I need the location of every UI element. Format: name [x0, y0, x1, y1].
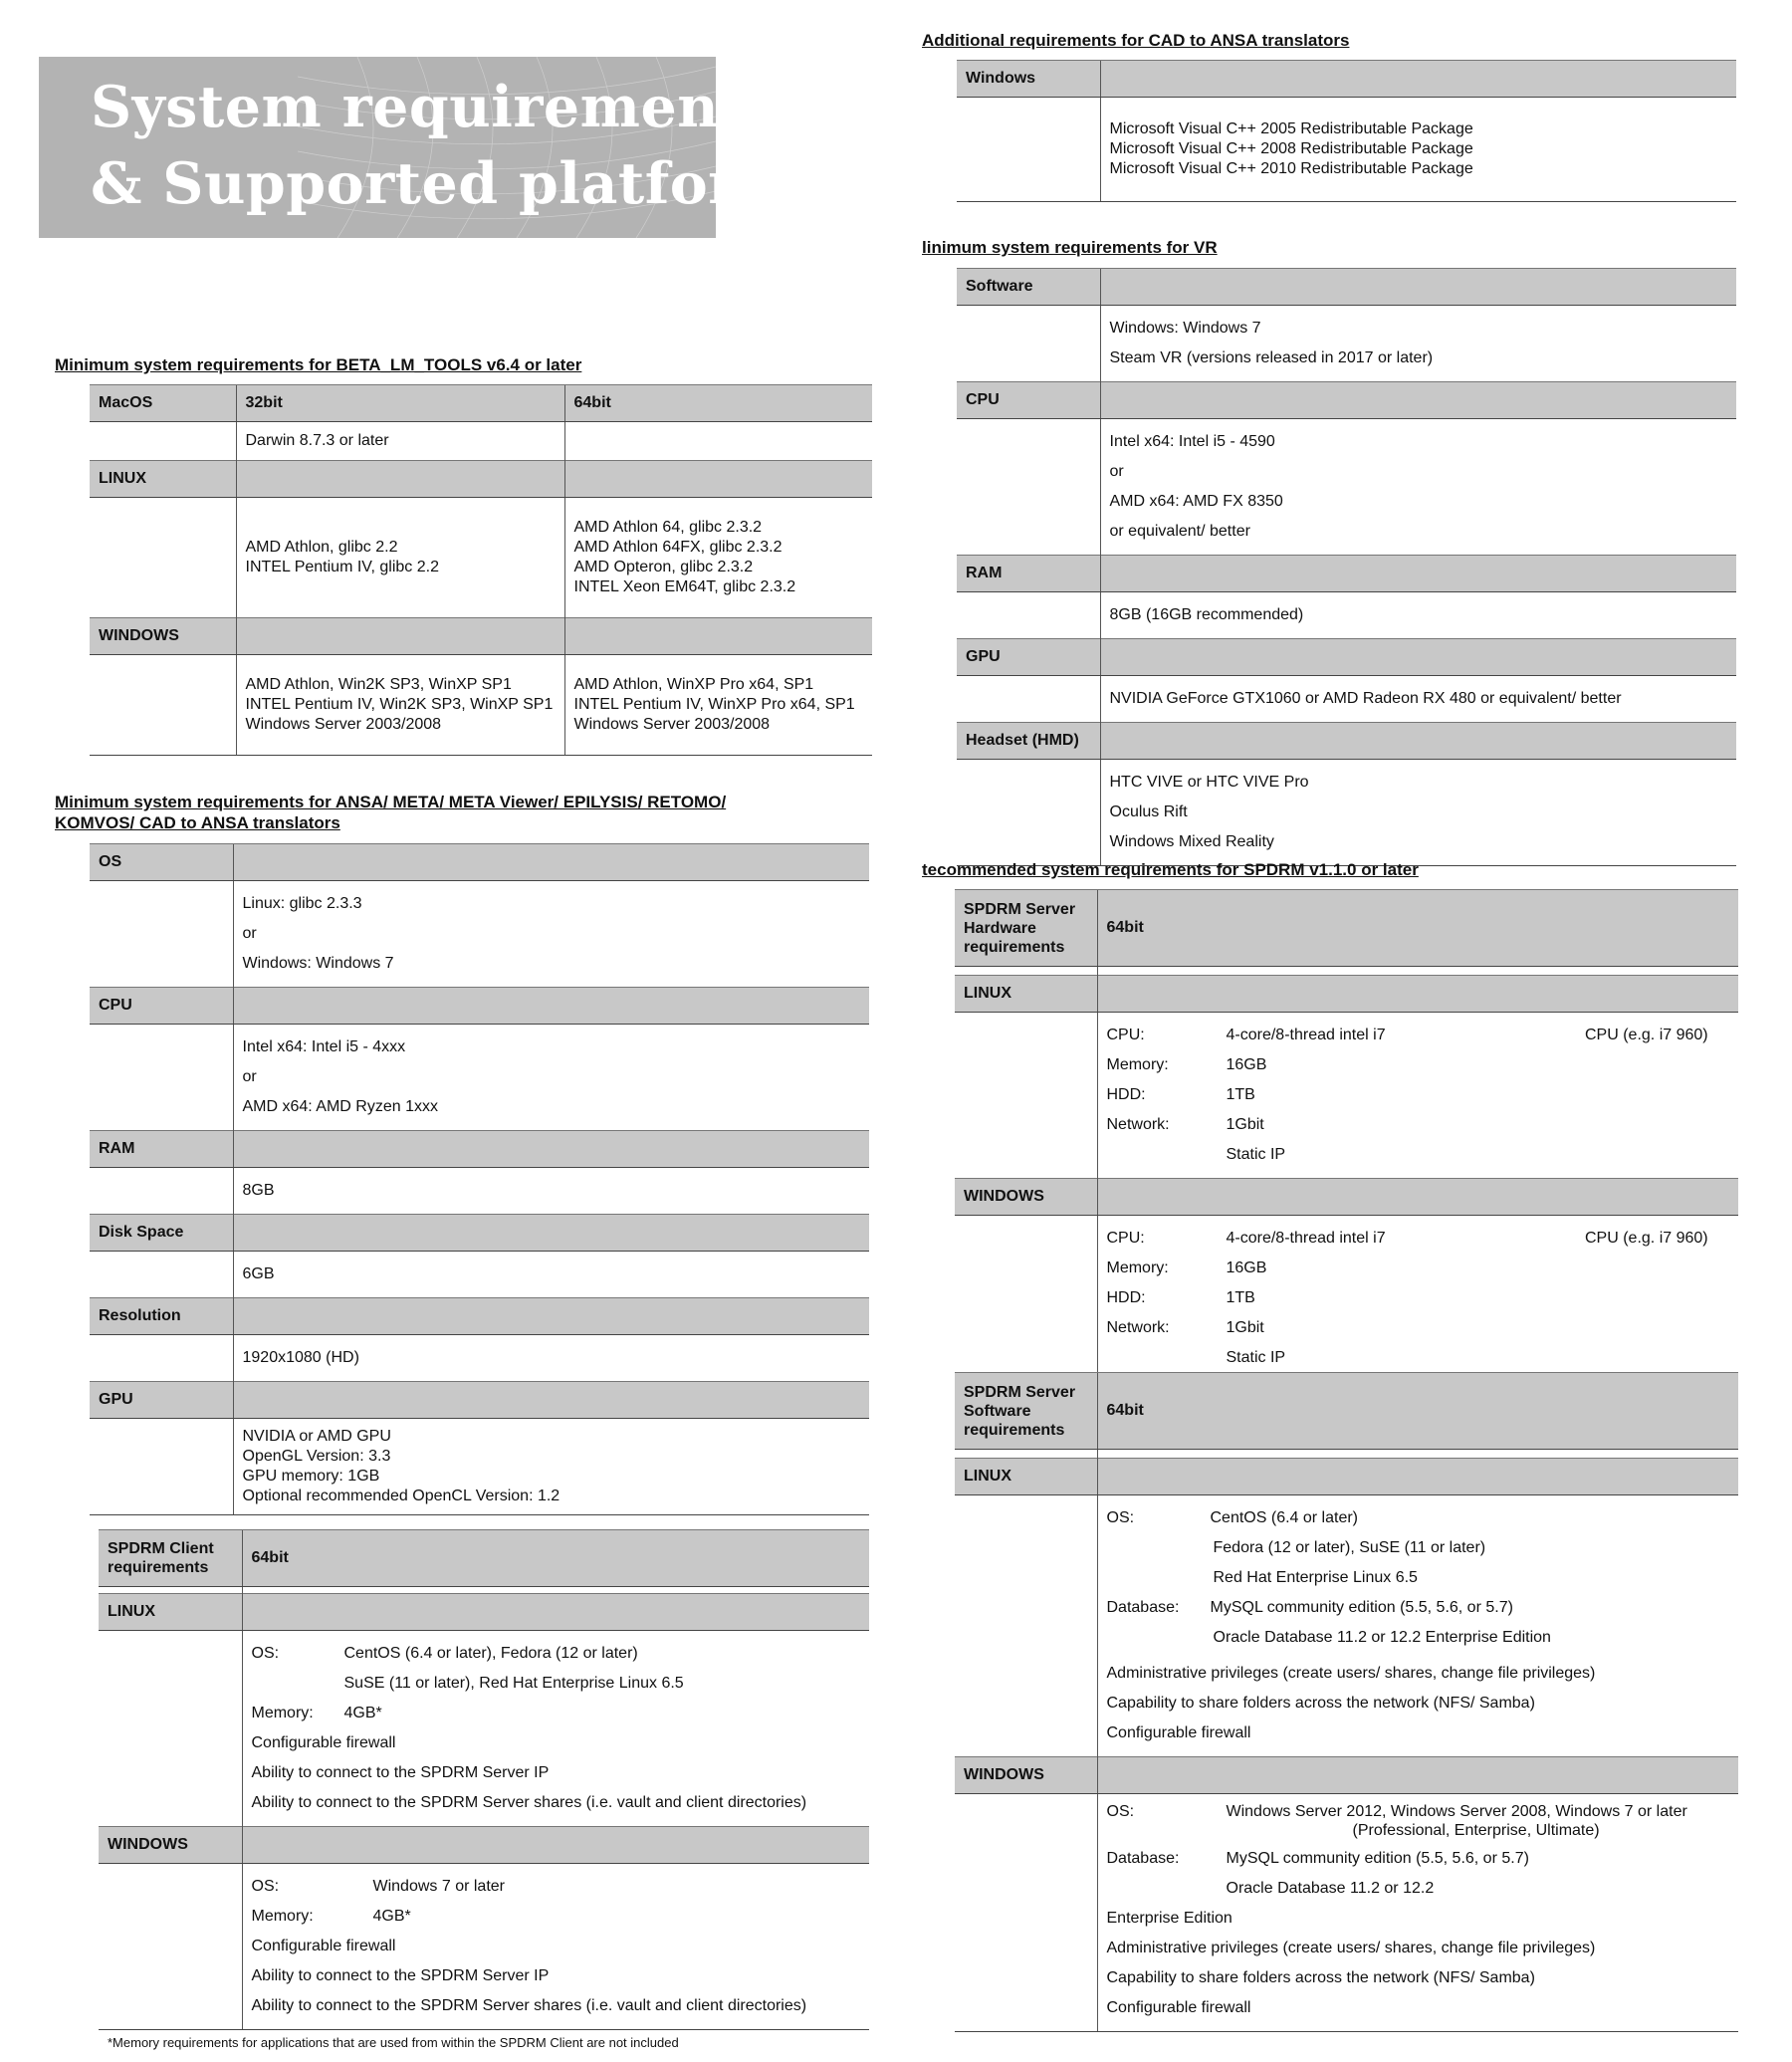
vr-cpu-label: CPU: [957, 382, 1100, 419]
client-windows-value: OS: Windows 7 or later Memory: 4GB* Configurable firewall Ability to connect to the SPDRM Server IP Ability to connect to the SPDRM Server shares (i.e. vault and client directories): [242, 1864, 869, 2030]
beta-linux-64: AMD Athlon 64, glibc 2.3.2 AMD Athlon 64FX, glibc 2.3.2 AMD Opteron, glibc 2.3.2 INTEL Xeon EM64T, glibc 2.3.2: [564, 498, 872, 618]
ansa-gpu-value: NVIDIA or AMD GPU OpenGL Version: 3.3 GPU memory: 1GB Optional recommended OpenCL Version: 1.2: [233, 1419, 869, 1515]
spdrm-sw-table: [955, 1372, 1738, 2032]
ansa-heading: Minimum system requirements for ANSA/ META/ META Viewer/ EPILYSIS/ RETOMO/ KOMVOS/ CAD to ANSA translators: [55, 793, 727, 832]
ansa-ram-value: 8GB: [233, 1168, 869, 1215]
vr-table: [957, 268, 1736, 866]
spdrm-hw-windows-value: CPU: 4-core/8-thread intel i7 CPU (e.g. i7 960) Memory: 16GB HDD: 1TB Network: 1Gbit Static IP: [1097, 1216, 1738, 1382]
client-linux-value: OS: CentOS (6.4 or later), Fedora (12 or later) SuSE (11 or later), Red Hat Enterprise Linux 6.5 Memory: 4GB* Configurable firewall Ability to connect to the SPDRM Server IP Ability to connect to the SPDRM Server shares (i.e. vault and client directories): [242, 1631, 869, 1827]
beta-head-macos: MacOS: [90, 385, 236, 422]
beta-heading: Minimum system requirements for BETA_LM_TOOLS v6.4 or later: [55, 355, 582, 374]
beta-linux-label: LINUX: [90, 461, 236, 498]
beta-head-64: 64bit: [564, 385, 872, 422]
beta-windows-label: WINDOWS: [90, 618, 236, 655]
client-windows-label: WINDOWS: [99, 1827, 242, 1864]
cad-heading: Additional requirements for CAD to ANSA translators: [922, 31, 1350, 50]
ansa-resolution-value: 1920x1080 (HD): [233, 1335, 869, 1382]
spdrm-hw-table: [955, 889, 1738, 1382]
vr-headset-label: Headset (HMD): [957, 723, 1100, 760]
ansa-disk-label: Disk Space: [90, 1215, 233, 1252]
vr-gpu-label: GPU: [957, 639, 1100, 676]
beta-table: [90, 384, 872, 756]
cad-table: [957, 60, 1736, 202]
spdrm-hw-linux-label: LINUX: [955, 976, 1097, 1013]
spdrm-sw-head-label: SPDRM Server Software requirements: [955, 1373, 1097, 1450]
beta-linux-32: AMD Athlon, glibc 2.2 INTEL Pentium IV, glibc 2.2: [236, 498, 564, 618]
spdrm-sw-linux-value: OS: CentOS (6.4 or later) Fedora (12 or later), SuSE (11 or later) Red Hat Enterprise Linux 6.5 Database: MySQL community edition (5.5, 5.6, or 5.7) Oracle Database 11.2 or 12.2 Enterprise Edition Administrative privileges (create users/ shares, change file privileges) Capability to share folders across the network (NFS/ Samba) Configurable firewall: [1097, 1495, 1738, 1757]
vr-ram-value: 8GB (16GB recommended): [1100, 592, 1736, 639]
table-row: [90, 498, 872, 618]
vr-software-label: Software: [957, 269, 1100, 306]
ansa-os-value: Linux: glibc 2.3.3 or Windows: Windows 7: [233, 881, 869, 988]
spdrm-hw-windows-label: WINDOWS: [955, 1179, 1097, 1216]
ansa-disk-value: 6GB: [233, 1252, 869, 1298]
beta-windows-32: AMD Athlon, Win2K SP3, WinXP SP1 INTEL Pentium IV, Win2K SP3, WinXP SP1 Windows Server 2003/2008: [236, 655, 564, 756]
client-head-64: 64bit: [242, 1530, 869, 1587]
vr-gpu-value: NVIDIA GeForce GTX1060 or AMD Radeon RX 480 or equivalent/ better: [1100, 676, 1736, 723]
spdrm-hw-linux-value: CPU: 4-core/8-thread intel i7 CPU (e.g. i7 960) Memory: 16GB HDD: 1TB Network: 1Gbit Static IP: [1097, 1013, 1738, 1179]
table-row: [90, 461, 872, 498]
table-row: [90, 385, 872, 422]
client-linux-label: LINUX: [99, 1594, 242, 1631]
table-row: [90, 655, 872, 756]
page-title-line2: & Supported platforms: [91, 150, 832, 217]
cad-value: Microsoft Visual C++ 2005 Redistributable Package Microsoft Visual C++ 2008 Redistributable Package Microsoft Visual C++ 2010 Redistributable Package: [1100, 98, 1736, 202]
ansa-os-label: OS: [90, 844, 233, 881]
vr-software-value: Windows: Windows 7 Steam VR (versions released in 2017 or later): [1100, 306, 1736, 382]
beta-windows-64: AMD Athlon, WinXP Pro x64, SP1 INTEL Pentium IV, WinXP Pro x64, SP1 Windows Server 2003/2008: [564, 655, 872, 756]
client-table: [99, 1529, 869, 2030]
table-row: [90, 422, 872, 461]
spdrm-sw-windows-value: OS: Windows Server 2012, Windows Server 2008, Windows 7 or later (Professional, Enterprise, Ultimate) Database: MySQL community edition (5.5, 5.6, or 5.7) Oracle Database 11.2 or 12.2 Enterprise Edition Administrative privileges (create users/ shares, change file privileges) Capability to share folders across the network (NFS/ Samba) Configurable firewall: [1097, 1794, 1738, 2032]
page-title-line1: System requirements: [91, 74, 779, 140]
beta-head-32: 32bit: [236, 385, 564, 422]
spdrm-sw-head-64: 64bit: [1097, 1373, 1738, 1450]
beta-macos-32: Darwin 8.7.3 or later: [236, 422, 564, 461]
spdrm-sw-linux-label: LINUX: [955, 1459, 1097, 1495]
ansa-resolution-label: Resolution: [90, 1298, 233, 1335]
vr-cpu-value: Intel x64: Intel i5 - 4590 or AMD x64: AMD FX 8350 or equivalent/ better: [1100, 419, 1736, 556]
table-row: [90, 618, 872, 655]
vr-headset-value: HTC VIVE or HTC VIVE Pro Oculus Rift Windows Mixed Reality: [1100, 760, 1736, 866]
client-head-label: SPDRM Client requirements: [99, 1530, 242, 1587]
ansa-cpu-label: CPU: [90, 988, 233, 1025]
ansa-table: [90, 843, 869, 1515]
cad-windows-label: Windows: [957, 61, 1100, 98]
client-footnote: *Memory requirements for applications that are used from within the SPDRM Client are not included: [108, 2035, 679, 2050]
ansa-gpu-label: GPU: [90, 1382, 233, 1419]
spdrm-hw-head-64: 64bit: [1097, 890, 1738, 967]
vr-heading: linimum system requirements for VR: [922, 238, 1218, 257]
spdrm-hw-head-label: SPDRM Server Hardware requirements: [955, 890, 1097, 967]
ansa-ram-label: RAM: [90, 1131, 233, 1168]
spdrm-sw-windows-label: WINDOWS: [955, 1757, 1097, 1794]
title-banner: [39, 57, 832, 238]
spdrm-heading: tecommended system requirements for SPDRM v1.1.0 or later: [922, 860, 1419, 879]
vr-ram-label: RAM: [957, 556, 1100, 592]
ansa-cpu-value: Intel x64: Intel i5 - 4xxx or AMD x64: AMD Ryzen 1xxx: [233, 1025, 869, 1131]
